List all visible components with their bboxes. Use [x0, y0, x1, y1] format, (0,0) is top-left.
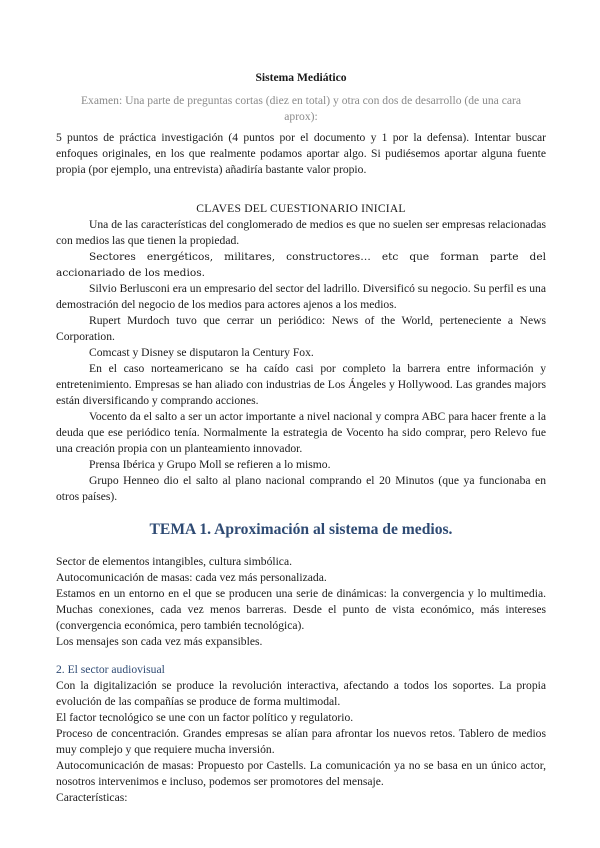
tema1-paragraph: Sector de elementos intangibles, cultura simbólica. [56, 555, 292, 568]
claves-paragraph: Vocento da el salto a ser un actor importante a nivel nacional y compra ABC para hacer frente a la deuda que ese periódico tenía. Normalmente la estrategia de Vocento ha sido comprar, pero Relevo fue una creación propia con un planteamiento innovador. [56, 410, 546, 455]
claves-paragraph: Silvio Berlusconi era un empresario del sector del ladrillo. Diversificó su negocio. Su perfil es una demostración del negocio de los medios para actores ajenos a los medios. [56, 282, 546, 311]
section2-paragraph: Proceso de concentración. Grandes empresas se alían para afrontar los nuevos retos. Tablero de medios muy complejo y que requiere mucha inversión. [56, 727, 546, 756]
claves-paragraph: Sectores energéticos, militares, constructores… etc que forman parte del accionariado de los medios. [56, 251, 546, 279]
section2-paragraph: El factor tecnológico se une con un factor político y regulatorio. [56, 711, 354, 724]
claves-heading: CLAVES DEL CUESTIONARIO INICIAL [196, 202, 406, 215]
section2-paragraph: Con la digitalización se produce la revolución interactiva, afectando a todos los soportes. La propia evolución de las compañías se produce de forma multimodal. [56, 679, 546, 708]
tema1-paragraph: Estamos en un entorno en el que se producen una serie de dinámicas: la convergencia y lo multimedia. Muchas conexiones, cada vez menos barreras. Desde el punto de vista económico, más intereses (convergencia económica, pero también tecnológica). [56, 587, 546, 632]
page-content [56, 70, 546, 806]
tema1-paragraph: Los mensajes son cada vez más expansibles. [56, 635, 263, 648]
document-title: Sistema Mediático [255, 71, 347, 84]
exam-note: Examen: Una parte de preguntas cortas (diez en total) y otra con dos de desarrollo (de una cara aprox): [80, 94, 522, 123]
claves-paragraph: En el caso norteamericano se ha caído casi por completo la barrera entre información y entretenimiento. Empresas se han aliado con industrias de Los Ángeles y Hollywood. Las grandes majors están diversificando y comprando acciones. [56, 362, 546, 407]
section2-paragraph: Autocomunicación de masas: Propuesto por Castells. La comunicación ya no se basa en un único actor, nosotros intervenimos e incluso, podemos ser promotores del mensaje. [56, 759, 546, 788]
tema1-heading: TEMA 1. Aproximación al sistema de medios. [149, 521, 453, 538]
practice-note: 5 puntos de práctica investigación (4 puntos por el documento y 1 por la defensa). Intentar buscar enfoques originales, en los que realmente podamos aportar algo. Si pudiésemos aportar alguna fuente propia (por ejemplo, una entrevista) añadiría bastante valor propio. [56, 131, 546, 176]
tema1-paragraph: Autocomunicación de masas: cada vez más personalizada. [56, 571, 327, 584]
claves-paragraph: Grupo Henneo dio el salto al plano nacional comprando el 20 Minutos (que ya funcionaba en otros países). [56, 474, 546, 503]
section2-heading: 2. El sector audiovisual [56, 663, 165, 676]
claves-paragraph: Una de las características del conglomerado de medios es que no suelen ser empresas relacionadas con medios las que tienen la propiedad. [56, 218, 546, 247]
claves-paragraph: Comcast y Disney se disputaron la Century Fox. [89, 346, 314, 359]
section2-paragraph: Características: [56, 791, 128, 804]
claves-paragraph: Prensa Ibérica y Grupo Moll se refieren a lo mismo. [89, 458, 331, 471]
claves-paragraph: Rupert Murdoch tuvo que cerrar un periódico: News of the World, perteneciente a News Corporation. [56, 314, 546, 343]
